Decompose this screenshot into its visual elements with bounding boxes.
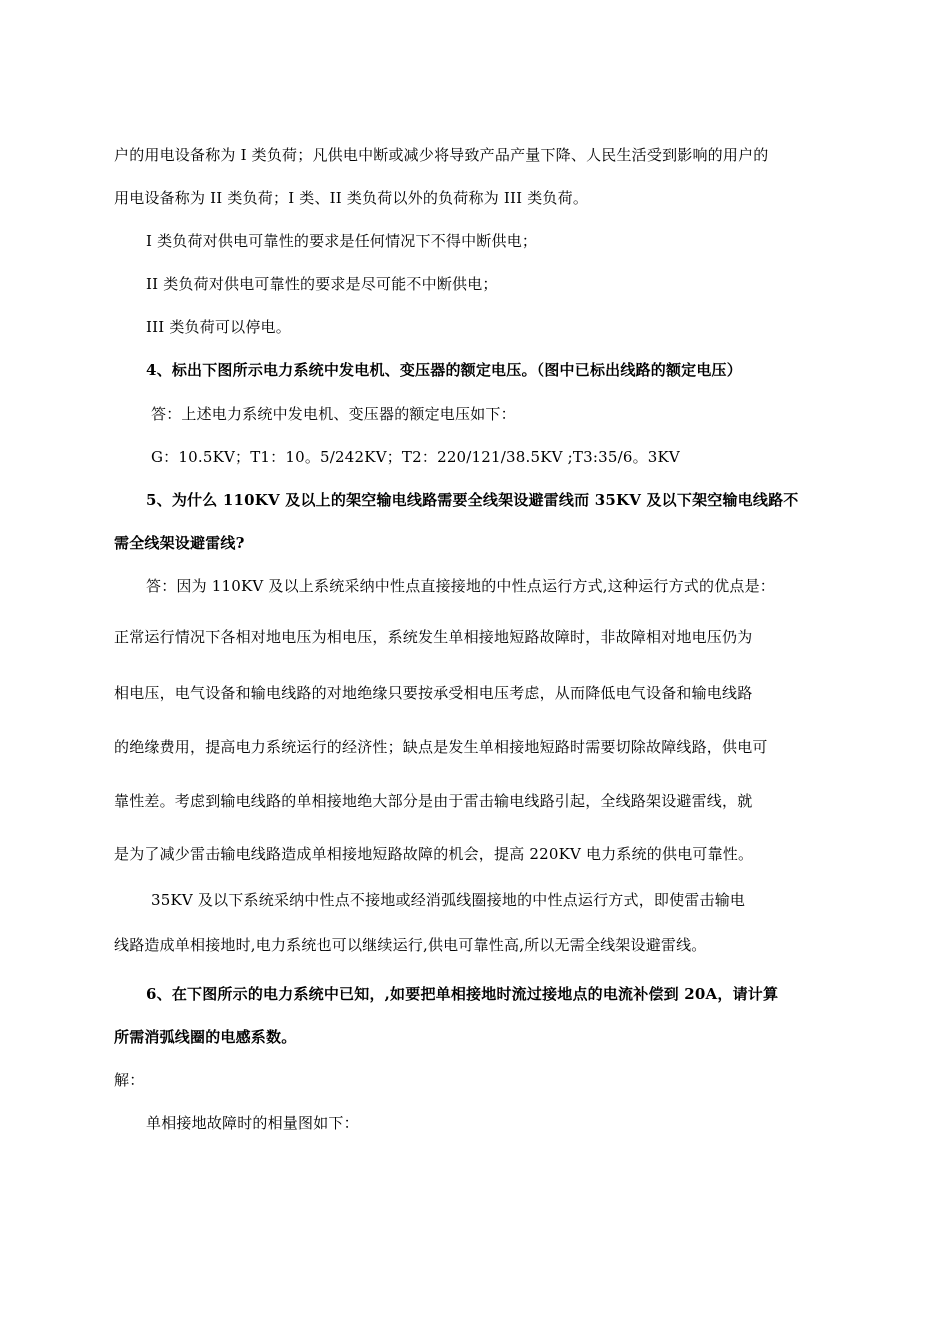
paragraph-line: 单相接地故障时的相量图如下： [146, 1114, 359, 1132]
paragraph-line: 靠性差。考虑到输电线路的单相接地绝大部分是由于雷击输电线路引起，全线路架设避雷线，就 [114, 792, 753, 810]
paragraph-line: 的绝缘费用，提高电力系统运行的经济性；缺点是发生单相接地短路时需要切除故障线路，供电可 [114, 738, 768, 756]
question-heading: 所需消弧线圈的电感系数。 [114, 1028, 297, 1046]
answer-line: 答：因为 110KV 及以上系统采纳中性点直接接地的中性点运行方式,这种运行方式的优点是： [146, 577, 775, 595]
paragraph-line: 线路造成单相接地时,电力系统也可以继续运行,供电可靠性高,所以无需全线架设避雷线。 [114, 936, 707, 954]
paragraph-line: III 类负荷可以停电。 [146, 318, 291, 336]
paragraph-line: 相电压，电气设备和输电线路的对地绝缘只要按承受相电压考虑，从而降低电气设备和输电线路 [114, 684, 753, 702]
question-heading: 4、标出下图所示电力系统中发电机、变压器的额定电压。（图中已标出线路的额定电压） [146, 361, 742, 379]
paragraph-line: I 类负荷对供电可靠性的要求是任何情况下不得中断供电； [146, 232, 538, 250]
question-heading: 需全线架设避雷线? [114, 534, 245, 552]
question-heading: 5、为什么 110KV 及以上的架空输电线路需要全线架设避雷线而 35KV 及以下架空输电线路不 [146, 491, 799, 509]
answer-line: G：10.5KV；T1：10。5/242KV；T2：220/121/38.5KV ;T3:35/6。3KV [151, 448, 680, 466]
paragraph-line: 正常运行情况下各相对地电压为相电压，系统发生单相接地短路故障时，非故障相对地电压仍为 [114, 628, 753, 646]
paragraph-line: 是为了减少雷击输电线路造成单相接地短路故障的机会，提高 220KV 电力系统的供电可靠性。 [114, 845, 754, 863]
question-heading: 6、在下图所示的电力系统中已知，,如要把单相接地时流过接地点的电流补偿到 20A，请计算 [146, 985, 779, 1003]
paragraph-line: II 类负荷对供电可靠性的要求是尽可能不中断供电； [146, 275, 498, 293]
paragraph-line: 用电设备称为 II 类负荷；I 类、II 类负荷以外的负荷称为 III 类负荷。 [114, 189, 589, 207]
paragraph-line: 35KV 及以下系统采纳中性点不接地或经消弧线圈接地的中性点运行方式，即使雷击输电 [151, 891, 746, 909]
answer-line: 答：上述电力系统中发电机、变压器的额定电压如下： [151, 405, 516, 423]
solution-label: 解： [114, 1071, 145, 1089]
paragraph-line: 户的用电设备称为 I 类负荷；凡供电中断或减少将导致产品产量下降、人民生活受到影响的用户的 [114, 146, 769, 164]
